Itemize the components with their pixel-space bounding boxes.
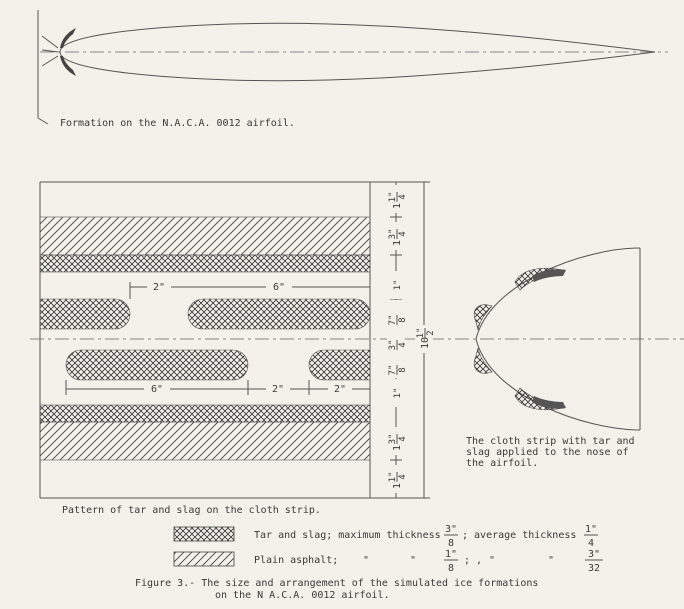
- dimension-label: 2": [152, 282, 166, 293]
- ice-formation-lower: [60, 56, 76, 76]
- dimension-whole: 1: [392, 444, 403, 451]
- asphalt-band-bottom: [40, 422, 370, 460]
- legend-swatch-asphalt: [174, 552, 234, 566]
- dimension-bottom-row: [66, 380, 370, 395]
- nose-caption: The cloth strip with tar and slag applied to the nose of the airfoil.: [466, 436, 635, 469]
- dimension-2in-top: [130, 280, 188, 299]
- dimension-label: 6": [272, 282, 286, 293]
- vertical-dimension-label: [387, 300, 408, 328]
- legend-separator: ; ,: [464, 555, 483, 566]
- fraction-num: 3": [444, 524, 458, 535]
- vertical-dimension-label: [415, 325, 436, 353]
- legend-avg-label: ; average thickness: [462, 530, 577, 541]
- dimension-den: 2: [426, 330, 436, 336]
- dimension-whole: 1: [392, 482, 403, 489]
- tar-band-top: [40, 255, 370, 272]
- bracket-tick: [38, 118, 48, 124]
- fraction-num: 1": [584, 524, 598, 535]
- vertical-dimension-label: [387, 350, 408, 378]
- dimension-num: 1": [388, 471, 398, 483]
- dimension-whole: 1: [392, 239, 403, 246]
- tar-patch: [66, 350, 248, 380]
- fraction-num: 3": [587, 549, 601, 560]
- dimension-label: 2": [333, 384, 347, 395]
- top-airfoil: [38, 10, 668, 129]
- dimension-den: 4: [398, 231, 408, 237]
- dimension-den: 8: [398, 367, 408, 373]
- ditto-mark: ": [489, 555, 496, 566]
- ditto-mark: ": [410, 555, 417, 566]
- dimension-num: 1": [393, 279, 403, 291]
- vertical-dimension-label: [387, 465, 408, 493]
- ditto-mark: ": [548, 555, 555, 566]
- dimension-num: 7": [388, 364, 398, 376]
- dimension-num: 3": [388, 339, 398, 351]
- dimension-label: 6": [150, 384, 164, 395]
- airfoil-upper-surface: [60, 23, 655, 52]
- fraction-den: 32: [587, 563, 601, 574]
- dimension-den: 4: [398, 474, 408, 480]
- top-caption: Formation on the N.A.C.A. 0012 airfoil.: [60, 118, 295, 129]
- ditto-mark: ": [363, 555, 370, 566]
- dimension-whole: 1: [392, 202, 403, 209]
- legend-tar-label: Tar and slag; maximum thickness: [254, 530, 441, 541]
- ice-formation-upper: [60, 28, 76, 48]
- dimension-den: 4: [398, 194, 408, 200]
- vertical-dimension-label: [387, 222, 408, 250]
- nose-view: [466, 248, 641, 469]
- tar-band-bottom: [40, 405, 370, 422]
- cloth-strip-pattern: [30, 182, 684, 516]
- figure-caption-line: on the N A.C.A. 0012 airfoil.: [215, 590, 390, 601]
- fraction-den: 8: [447, 538, 455, 549]
- fraction-num: 1": [444, 549, 458, 560]
- arrow-line: [42, 56, 58, 66]
- dimension-whole: 10: [420, 336, 431, 349]
- legend-asphalt-label: Plain asphalt;: [254, 555, 339, 566]
- dimension-den: 4: [398, 436, 408, 442]
- total-dimension-label: [415, 325, 436, 353]
- dimension-6in-top: [188, 280, 370, 293]
- dimension-den: 8: [398, 317, 408, 323]
- dimension-label: 2": [271, 384, 285, 395]
- dimension-den: 4: [398, 342, 408, 348]
- dimension-num: 1": [416, 327, 426, 339]
- dimension-num: 3": [388, 228, 398, 240]
- right-dimension-labels: [387, 182, 408, 498]
- tar-patch: [188, 299, 370, 329]
- vertical-dimension-label: [387, 325, 408, 353]
- figure-caption: [135, 578, 538, 601]
- dimension-num: 1": [393, 387, 403, 399]
- pattern-caption: Pattern of tar and slag on the cloth strip.: [62, 505, 321, 516]
- nose-tar-patch: [474, 348, 492, 373]
- arrow-line: [42, 36, 58, 48]
- legend-swatch-tar: [174, 527, 234, 541]
- vertical-dimension-label: [387, 185, 408, 213]
- dimension-num: 3": [388, 433, 398, 445]
- right-dimensions: [370, 182, 436, 498]
- airfoil-lower-surface: [60, 52, 655, 81]
- vertical-dimension-label: [387, 427, 408, 455]
- fraction-den: 8: [447, 563, 455, 574]
- dimension-num: 1": [388, 191, 398, 203]
- vertical-dimension-label: [387, 379, 405, 407]
- tar-patch: [309, 350, 370, 380]
- figure-caption-line: Figure 3.- The size and arrangement of the simulated ice formations: [135, 578, 539, 589]
- vertical-dimension-label: [387, 271, 405, 299]
- nose-tar-patch: [474, 305, 492, 330]
- tar-patch: [40, 299, 130, 329]
- fraction-den: 4: [587, 538, 595, 549]
- dimension-num: 7": [388, 314, 398, 326]
- legend: [174, 524, 603, 574]
- asphalt-band-top: [40, 217, 370, 255]
